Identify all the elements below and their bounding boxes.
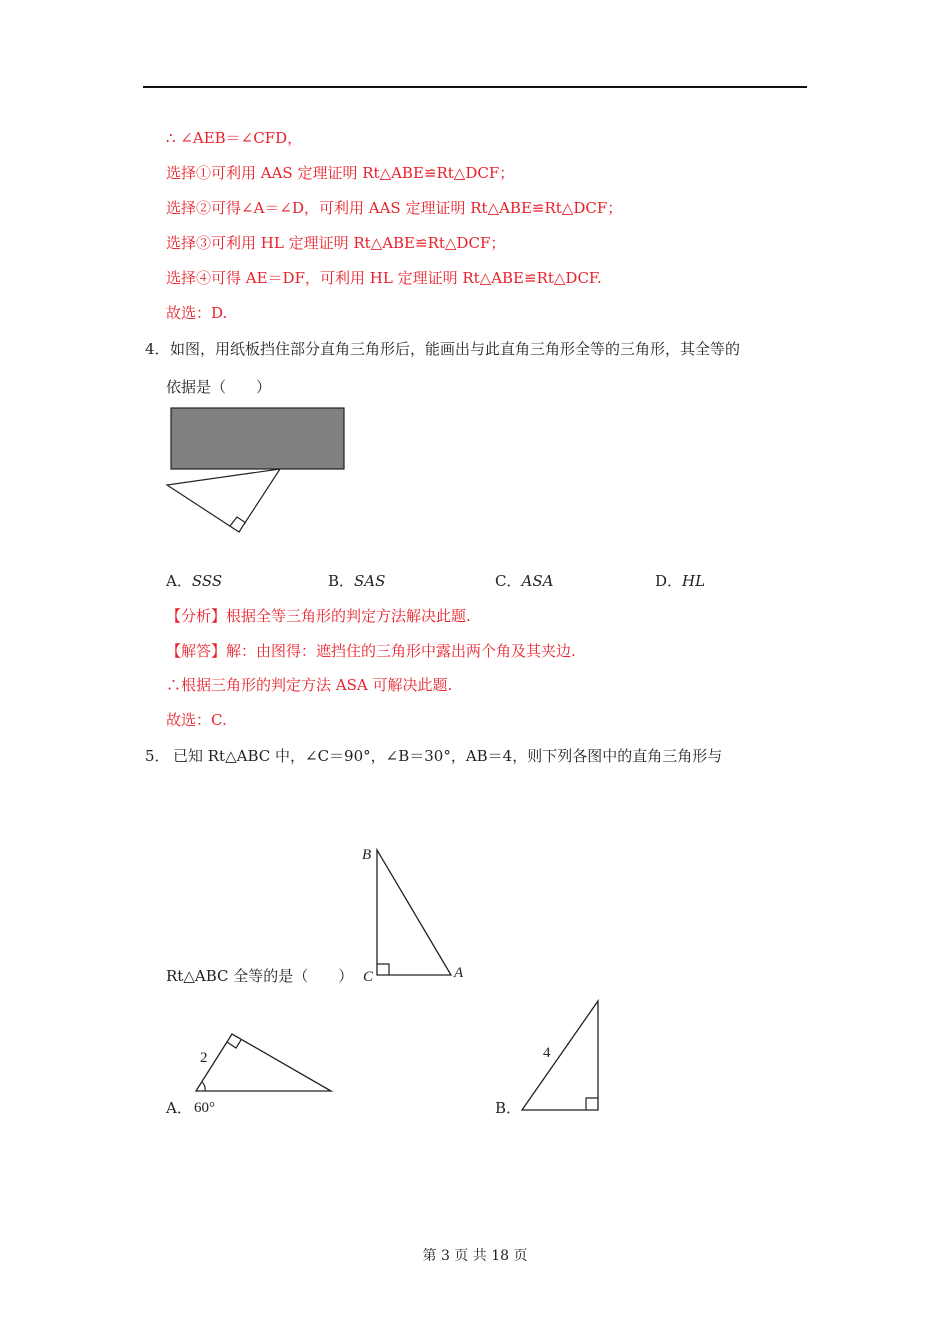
- vertex-b-label: B: [362, 847, 372, 863]
- q5-option-b-letter[interactable]: B．: [495, 1099, 522, 1117]
- hypotenuse-label: 4: [543, 1045, 551, 1061]
- q4-option-a[interactable]: A．SSS: [166, 572, 223, 590]
- q5-text-line-2: Rt△ABC 全等的是（ ）: [166, 967, 354, 985]
- q5-option-b-figure[interactable]: [515, 995, 615, 1115]
- header-rule: [143, 86, 807, 88]
- q4-text-line-2: 依据是（ ）: [166, 378, 272, 396]
- q5-text-line-1: 已知 Rt△ABC 中，∠C＝90°，∠B＝30°，AB＝4，则下列各图中的直角三角形与: [173, 747, 723, 765]
- q5-number: 5．: [145, 747, 170, 765]
- q5-option-a-letter[interactable]: A．: [166, 1099, 192, 1117]
- q4-text-line-1: 如图，用纸板挡住部分直角三角形后，能画出与此直角三角形全等的三角形，其全等的: [170, 340, 741, 358]
- answer-q4: 故选：C.: [166, 711, 227, 729]
- solution-line-2: 选择①可利用 AAS 定理证明 Rt△ABE≌Rt△DCF；: [166, 164, 515, 182]
- page-footer: 第 3 页 共 18 页: [422, 1248, 528, 1264]
- vertex-c-label: C: [363, 969, 374, 985]
- q5-option-a-figure[interactable]: [190, 1028, 340, 1118]
- q4-option-d[interactable]: D．HL: [655, 572, 706, 590]
- q4-option-b[interactable]: B．SAS: [328, 572, 386, 590]
- vertex-a-label: A: [454, 965, 464, 981]
- q5-reference-triangle: [360, 845, 480, 985]
- q4-option-c[interactable]: C．ASA: [495, 572, 554, 590]
- solution-line-4: 选择③可利用 HL 定理证明 Rt△ABE≌Rt△DCF；: [166, 234, 506, 252]
- side-length-label: 2: [200, 1050, 208, 1066]
- solution-line-1: ∴ ∠AEB＝∠CFD，: [166, 129, 303, 147]
- hidden-triangle-lower: [167, 469, 280, 532]
- cardboard-cover: [171, 408, 344, 469]
- solution-line-5: 选择④可得 AE＝DF，可利用 HL 定理证明 Rt△ABE≌Rt△DCF.: [166, 269, 602, 287]
- q4-number: 4．: [145, 340, 170, 358]
- angle-label: 60°: [194, 1100, 215, 1116]
- solution-line-3: 选择②可得∠A＝∠D，可利用 AAS 定理证明 Rt△ABE≌Rt△DCF；: [166, 199, 623, 217]
- q4-analysis: 【分析】根据全等三角形的判定方法解决此题.: [166, 607, 471, 625]
- q4-therefore: ∴根据三角形的判定方法 ASA 可解决此题.: [166, 676, 453, 694]
- q4-solution: 【解答】解：由图得：遮挡住的三角形中露出两个角及其夹边.: [166, 642, 576, 660]
- q4-figure: [160, 400, 360, 540]
- answer-q3: 故选：D.: [166, 304, 228, 322]
